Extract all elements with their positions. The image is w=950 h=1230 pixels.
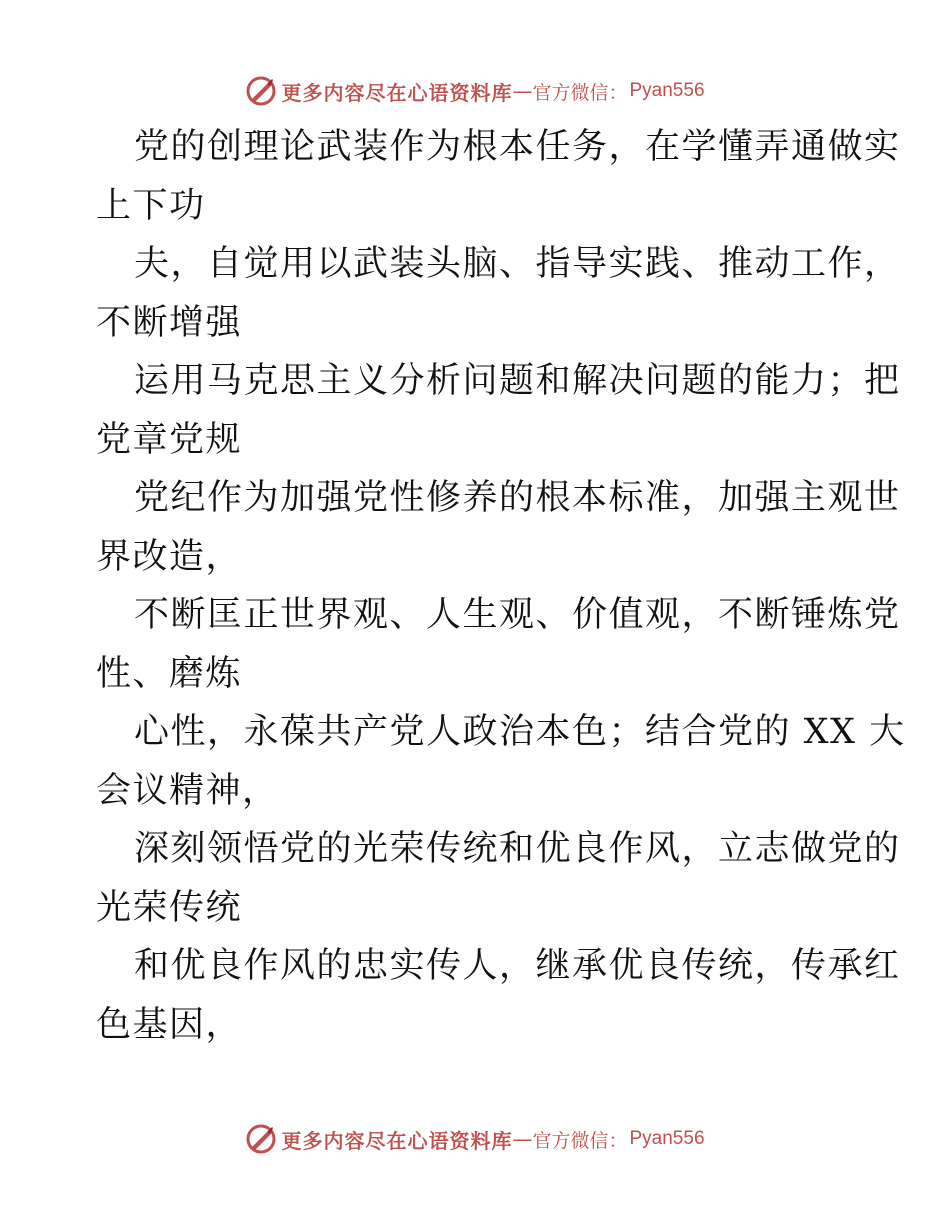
- body-line-16: 色基因，: [96, 1004, 243, 1045]
- body-line-9: 不断匡正世界观、人生观、价值观，不断锤炼党: [134, 595, 901, 635]
- banner-main-text: 更多内容尽在心语资料库: [281, 80, 513, 105]
- banner-separator: —: [512, 79, 533, 103]
- body-line-8: 界改造，: [96, 536, 243, 577]
- pen-logo-icon: [245, 1123, 277, 1155]
- body-line-1: 党的创理论武装作为根本任务，在学懂弄通做实: [134, 127, 901, 167]
- body-line-14: 光荣传统: [96, 887, 243, 928]
- body-line-13: 深刻领悟党的光荣传统和优良作风，立志做党的: [134, 829, 901, 869]
- banner-wechat-id: Pyan556: [629, 80, 705, 101]
- pen-logo-icon: [245, 75, 277, 107]
- banner-separator: —: [512, 1127, 533, 1151]
- footer-watermark-banner: [0, 1119, 950, 1159]
- body-line-12: 会议精神，: [96, 770, 279, 811]
- banner-wechat-id: Pyan556: [629, 1128, 705, 1149]
- banner-wechat-label: 官方微信：: [532, 1129, 628, 1152]
- body-line-4: 不断增强: [96, 302, 243, 343]
- body-line-11: 心性，永葆共产党人政治本色；结合党的 XX 大: [134, 712, 906, 752]
- body-line-6: 党章党规: [96, 419, 243, 460]
- body-line-3: 夫，自觉用以武装头脑、指导实践、推动工作，: [134, 244, 901, 284]
- body-line-15: 和优良作风的忠实传人，继承优良传统，传承红: [134, 946, 901, 986]
- document-body: [96, 118, 906, 1054]
- body-line-7: 党纪作为加强党性修养的根本标准，加强主观世: [134, 478, 901, 518]
- header-watermark-banner: [0, 71, 950, 111]
- banner-main-text: 更多内容尽在心语资料库: [281, 1128, 513, 1153]
- body-line-10: 性、磨炼: [96, 653, 243, 694]
- body-line-2: 上下功: [96, 185, 206, 226]
- body-line-5: 运用马克思主义分析问题和解决问题的能力；把: [134, 361, 901, 401]
- banner-wechat-label: 官方微信：: [532, 81, 628, 104]
